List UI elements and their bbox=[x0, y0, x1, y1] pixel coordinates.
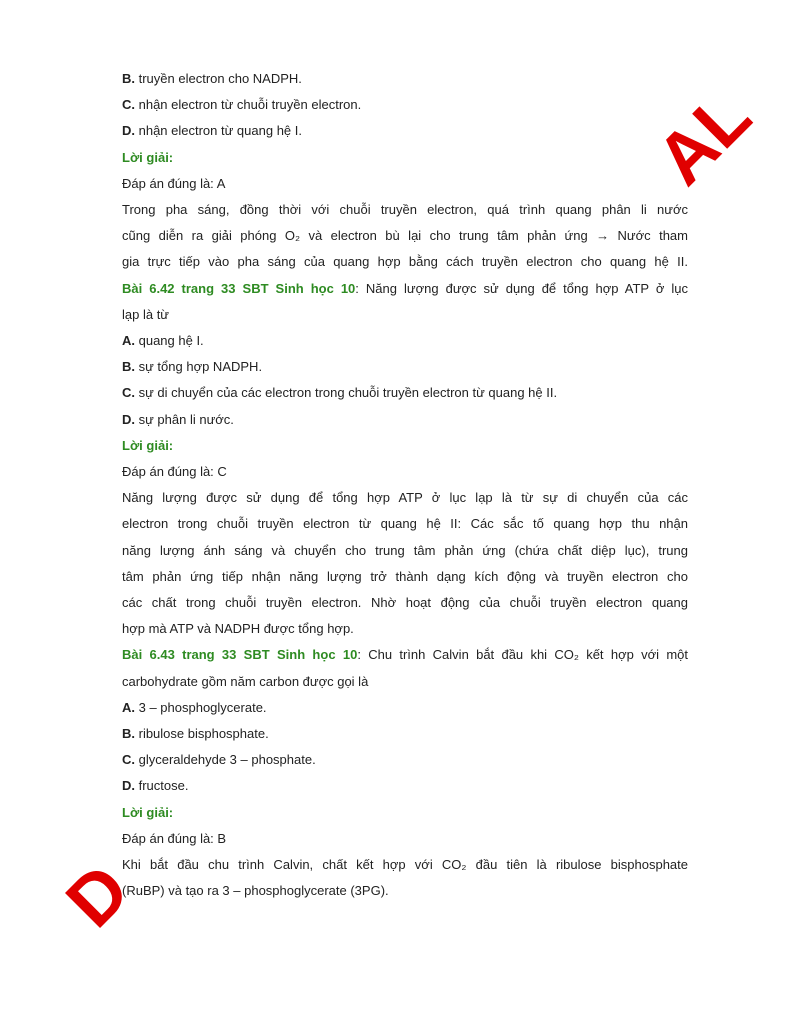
explanation-line: gia trực tiếp vào pha sáng của quang hợp bằng cách truyền electron cho quang hệ II. bbox=[122, 254, 688, 270]
explanation-line: Năng lượng được sử dụng để tổng hợp ATP ở lục lạp là từ sự di chuyển của các bbox=[122, 490, 688, 506]
explanation-line: (RuBP) và tạo ra 3 – phosphoglycerate (3PG). bbox=[122, 883, 389, 899]
solution-heading: Lời giải: bbox=[122, 149, 174, 165]
option-c: C. nhận electron từ chuỗi truyền electron. bbox=[122, 97, 362, 113]
question-continuation: carbohydrate gồm năm carbon được gọi là bbox=[122, 673, 369, 689]
explanation-line: năng lượng ánh sáng và chuyển cho trung tâm phản ứng (chứa chất diệp lục), trung bbox=[122, 542, 688, 558]
option-a: A. 3 – phosphoglycerate. bbox=[122, 699, 267, 715]
question-ref: Bài 6.42 trang 33 SBT Sinh học 10 bbox=[122, 280, 356, 296]
option-b: B. sự tổng hợp NADPH. bbox=[122, 359, 263, 375]
explanation-line: electron trong chuỗi truyền electron từ quang hệ II: Các sắc tố quang hợp thu nhận bbox=[122, 516, 688, 532]
answer-line: Đáp án đúng là: C bbox=[122, 464, 227, 480]
watermark-bottom: D bbox=[51, 849, 145, 943]
explanation-line: Khi bắt đầu chu trình Calvin, chất kết hợp với CO₂ đầu tiên là ribulose bisphosphate bbox=[122, 857, 688, 873]
explanation-line: hợp mà ATP và NADPH được tổng hợp. bbox=[122, 621, 354, 637]
question-6-43: Bài 6.43 trang 33 SBT Sinh học 10: Chu trình Calvin bắt đầu khi CO₂ kết hợp với một bbox=[122, 647, 689, 663]
option-b: B. truyền electron cho NADPH. bbox=[122, 71, 302, 86]
option-a: A. quang hệ I. bbox=[122, 333, 204, 349]
option-d: D. nhận electron từ quang hệ I. bbox=[122, 123, 302, 139]
option-d: D. sự phân li nước. bbox=[122, 411, 234, 427]
solution-heading: Lời giải: bbox=[122, 437, 174, 453]
question-6-42: Bài 6.42 trang 33 SBT Sinh học 10: Năng lượng được sử dụng để tổng hợp ATP ở lục bbox=[122, 280, 688, 296]
option-d: D. fructose. bbox=[122, 778, 189, 794]
document-body bbox=[122, 66, 688, 905]
option-c: C. sự di chuyển của các electron trong chuỗi truyền electron từ quang hệ II. bbox=[122, 385, 558, 401]
watermark-top: AL bbox=[641, 75, 767, 201]
explanation-line: tâm phản ứng tiếp nhận năng lượng trở thành dạng kích động và truyền electron cho bbox=[122, 568, 688, 584]
solution-heading: Lời giải: bbox=[122, 804, 174, 820]
option-b: B. ribulose bisphosphate. bbox=[122, 726, 269, 742]
option-c: C. glyceraldehyde 3 – phosphate. bbox=[122, 752, 316, 768]
explanation-line: Trong pha sáng, đồng thời với chuỗi truyền electron, quá trình quang phân li nước bbox=[122, 202, 688, 218]
question-ref: Bài 6.43 trang 33 SBT Sinh học 10 bbox=[122, 647, 358, 663]
answer-line: Đáp án đúng là: A bbox=[122, 175, 226, 191]
question-continuation: lạp là từ bbox=[122, 306, 170, 322]
answer-line: Đáp án đúng là: B bbox=[122, 830, 227, 846]
explanation-line: các chất trong chuỗi truyền electron. Nhờ hoạt động của chuỗi truyền electron quang bbox=[122, 595, 688, 611]
explanation-line: cũng diễn ra giải phóng O₂ và electron bù lại cho trung tâm phản ứng → Nước tham bbox=[122, 228, 688, 244]
